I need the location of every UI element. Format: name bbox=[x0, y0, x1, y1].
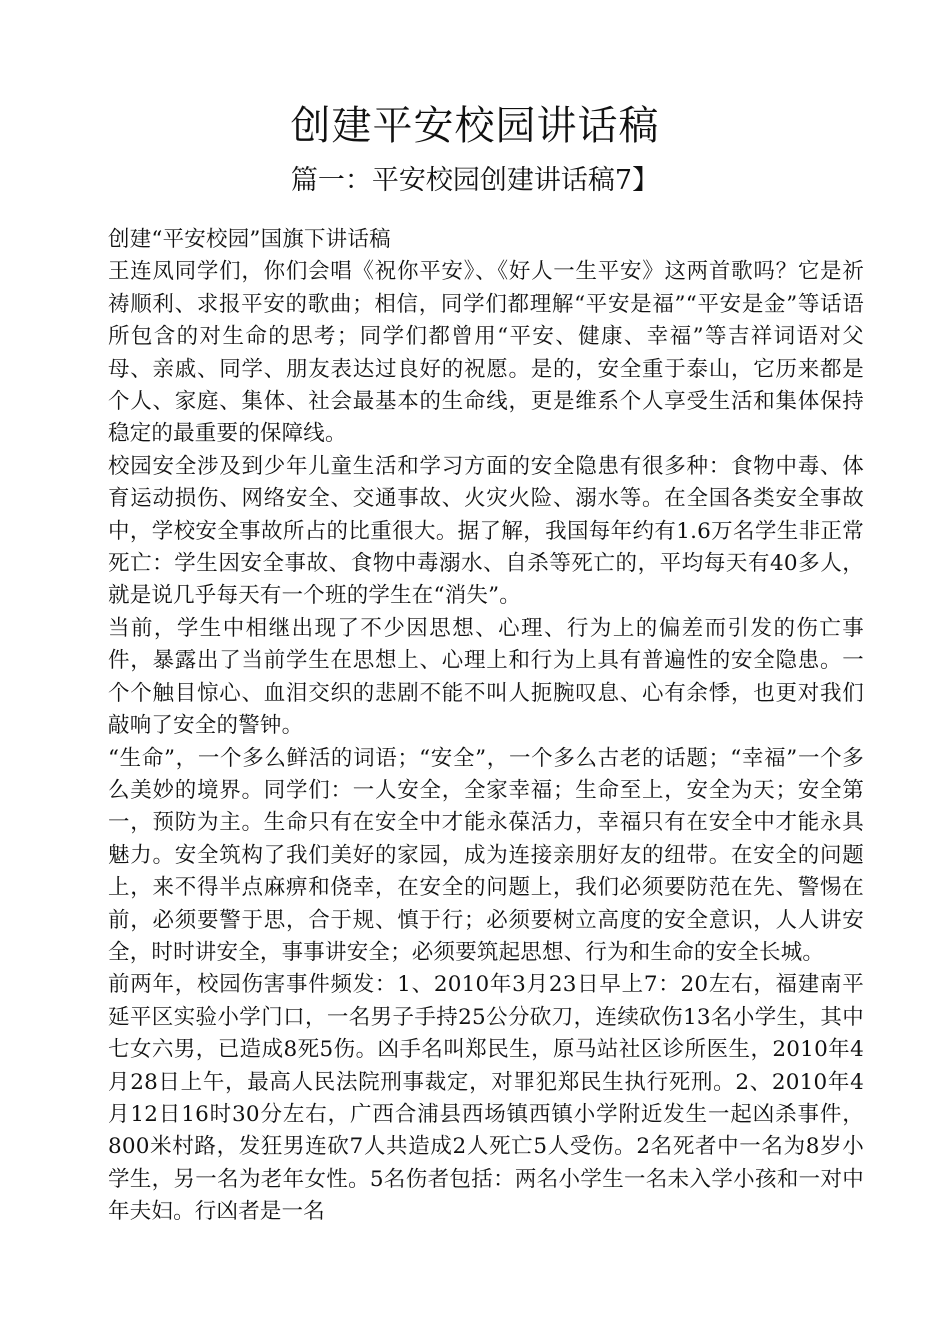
document-body bbox=[108, 224, 864, 1229]
document-subtitle: 篇一：平安校园创建讲话稿7】 bbox=[290, 165, 660, 196]
paragraph: 校园安全涉及到少年儿童生活和学习方面的安全隐患有很多种：食物中毒、体育运动损伤、网络安全、交通事故、火灾火险、溺水等。在全国各类安全事故中，学校安全事故所占的比重很大。据了解，我国每年约有1.6万名学生非正常死亡：学生因安全事故、食物中毒溺水、自杀等死亡的，平均每天有40多人，就是说几乎每天有一个班的学生在“消失”。 bbox=[108, 453, 864, 609]
paragraph: “生命”，一个多么鲜活的词语；“安全”，一个多么古老的话题；“幸福”一个多么美妙的境界。同学们：一人安全，全家幸福；生命至上，安全为天；安全第一，预防为主。生命只有在安全中才能永葆活力，幸福只有在安全中才能永具魅力。安全筑构了我们美好的家园，成为连接亲朋好友的纽带。在安全的问题上，来不得半点麻痹和侥幸，在安全的问题上，我们必须要防范在先、警惕在前，必须要警于思，合于规、慎于行；必须要树立高度的安全意识，人人讲安全，时时讲安全，事事讲安全；必须要筑起思想、行为和生命的安全长城。 bbox=[108, 745, 864, 965]
paragraph: 王连凤同学们，你们会唱《祝你平安》、《好人一生平安》这两首歌吗？它是祈祷顺利、求报平安的歌曲；相信，同学们都理解“平安是福”“平安是金”等话语所包含的对生命的思考；同学们都曾用“平安、健康、幸福”等吉祥词语对父母、亲戚、同学、朋友表达过良好的祝愿。是的，安全重于泰山，它历来都是个人、家庭、集体、社会最基本的生命线，更是维系个人享受生活和集体保持稳定的最重要的保障线。 bbox=[108, 259, 864, 447]
paragraph: 前两年，校园伤害事件频发：1、2010年3月23日早上7：20左右，福建南平延平区实验小学门口，一名男子手持25公分砍刀，连续砍伤13名小学生，其中七女六男，已造成8死5伤。凶手名叫郑民生，原马站社区诊所医生，2010年4月28日上午，最高人民法院刑事裁定，对罪犯郑民生执行死刑。2、2010年4月12日16时30分左右，广西合浦县西场镇西镇小学附近发生一起凶杀事件，800米村路，发狂男连砍7人共造成2人死亡5人受伤。2名死者中一名为8岁小学生，另一名为老年女性。5名伤者包括：两名小学生一名未入学小孩和一对中年夫妇。行凶者是一名 bbox=[108, 972, 864, 1225]
document-title: 创建平安校园讲话稿 bbox=[290, 103, 660, 149]
paragraph-heading: 创建“平安校园”国旗下讲话稿 bbox=[108, 227, 391, 252]
paragraph: 当前，学生中相继出现了不少因思想、心理、行为上的偏差而引发的伤亡事件，暴露出了当前学生在思想上、心理上和行为上具有普遍性的安全隐患。一个个触目惊心、血泪交织的悲剧不能不叫人扼腕叹息、心有余悸，也更对我们敲响了安全的警钟。 bbox=[108, 615, 864, 739]
